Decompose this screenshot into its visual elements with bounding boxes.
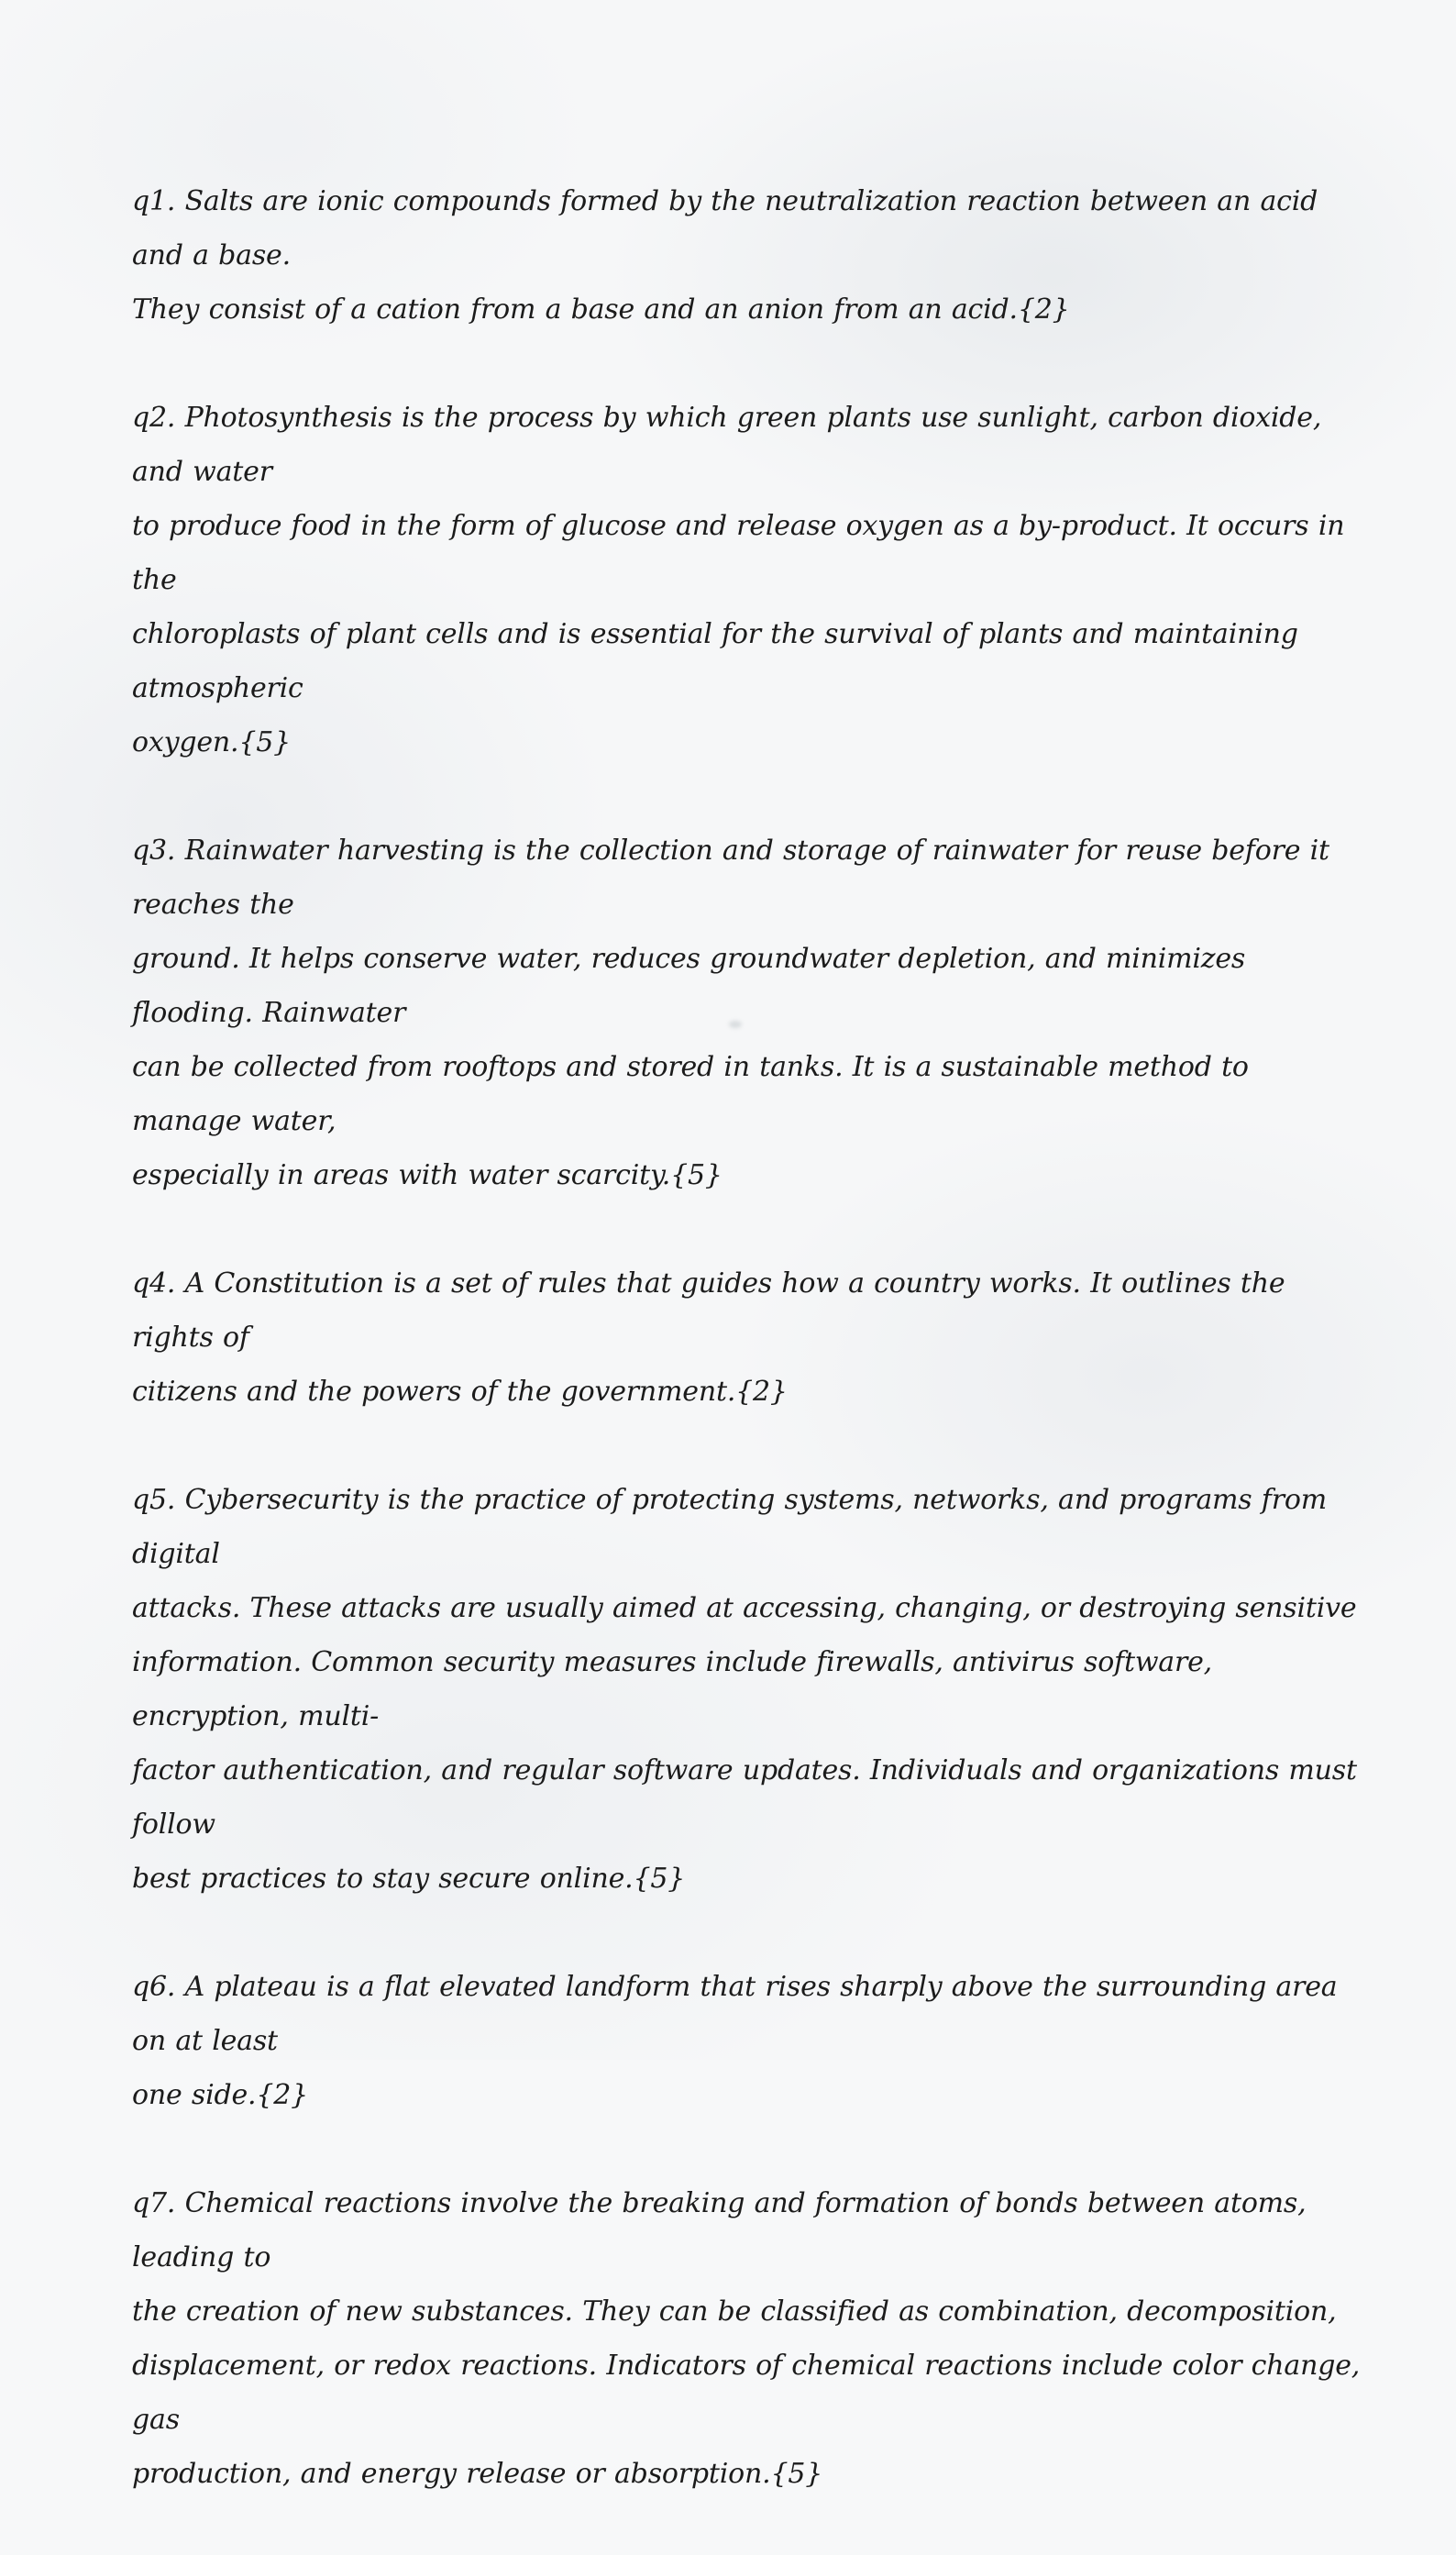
answer-q1-line1: q1. Salts are ionic compounds formed by the neutralization reaction between an acid and a base.: [132, 185, 1318, 271]
answer-q6-line1: q6. A plateau is a flat elevated landform that rises sharply above the surrounding area on at least: [132, 1971, 1338, 2057]
answer-q2-line1: q2. Photosynthesis is the process by which green plants use sunlight, carbon dioxide, and water: [132, 402, 1322, 488]
answer-q1: [132, 174, 1361, 337]
answer-sheet: [132, 174, 1361, 2555]
answer-q7-line1: q7. Chemical reactions involve the breaking and formation of bonds between atoms, leading to: [132, 2187, 1307, 2273]
answer-q2: [132, 391, 1361, 769]
answer-q5: [132, 1473, 1361, 1906]
answer-q2-rest: to produce food in the form of glucose and release oxygen as a by-product. It occurs in the chloroplasts of plant cells and is essential for the survival of plants and maintaining atmospheric oxygen.{5}: [132, 510, 1345, 758]
answer-q5-line1: q5. Cybersecurity is the practice of protecting systems, networks, and programs from digital: [132, 1484, 1327, 1570]
answer-q3-rest: ground. It helps conserve water, reduces groundwater depletion, and minimizes flooding. Rainwater can be collected from rooftops and stored in tanks. It is a sustainable method to manage water, especially in areas with water scarcity.{5}: [132, 943, 1249, 1191]
answer-q6: [132, 1960, 1361, 2122]
answer-q4: [132, 1256, 1361, 1419]
answer-q3: [132, 824, 1361, 1202]
answer-q3-line1: q3. Rainwater harvesting is the collection and storage of rainwater for reuse before it reaches the: [132, 835, 1329, 921]
answer-q7: [132, 2176, 1361, 2501]
answer-q4-line1: q4. A Constitution is a set of rules that guides how a country works. It outlines the rights of: [132, 1267, 1285, 1354]
answer-q5-rest: attacks. These attacks are usually aimed at accessing, changing, or destroying sensitive information. Common security measures include firewalls, antivirus software, encryption, multi- factor authentication, and regular software updates. Individuals and organizations must follow best practices to stay secure online.{5}: [132, 1592, 1357, 1895]
answer-q1-rest: They consist of a cation from a base and an anion from an acid.{2}: [132, 293, 1070, 326]
answer-q7-rest: the creation of new substances. They can be classified as combination, decomposition, displacement, or redox reactions. Indicators of chemical reactions include color change, gas production, and energy release or absorption.{5}: [132, 2295, 1361, 2490]
answer-q6-rest: one side.{2}: [132, 2079, 309, 2111]
answer-q4-rest: citizens and the powers of the government.{2}: [132, 1376, 788, 1408]
